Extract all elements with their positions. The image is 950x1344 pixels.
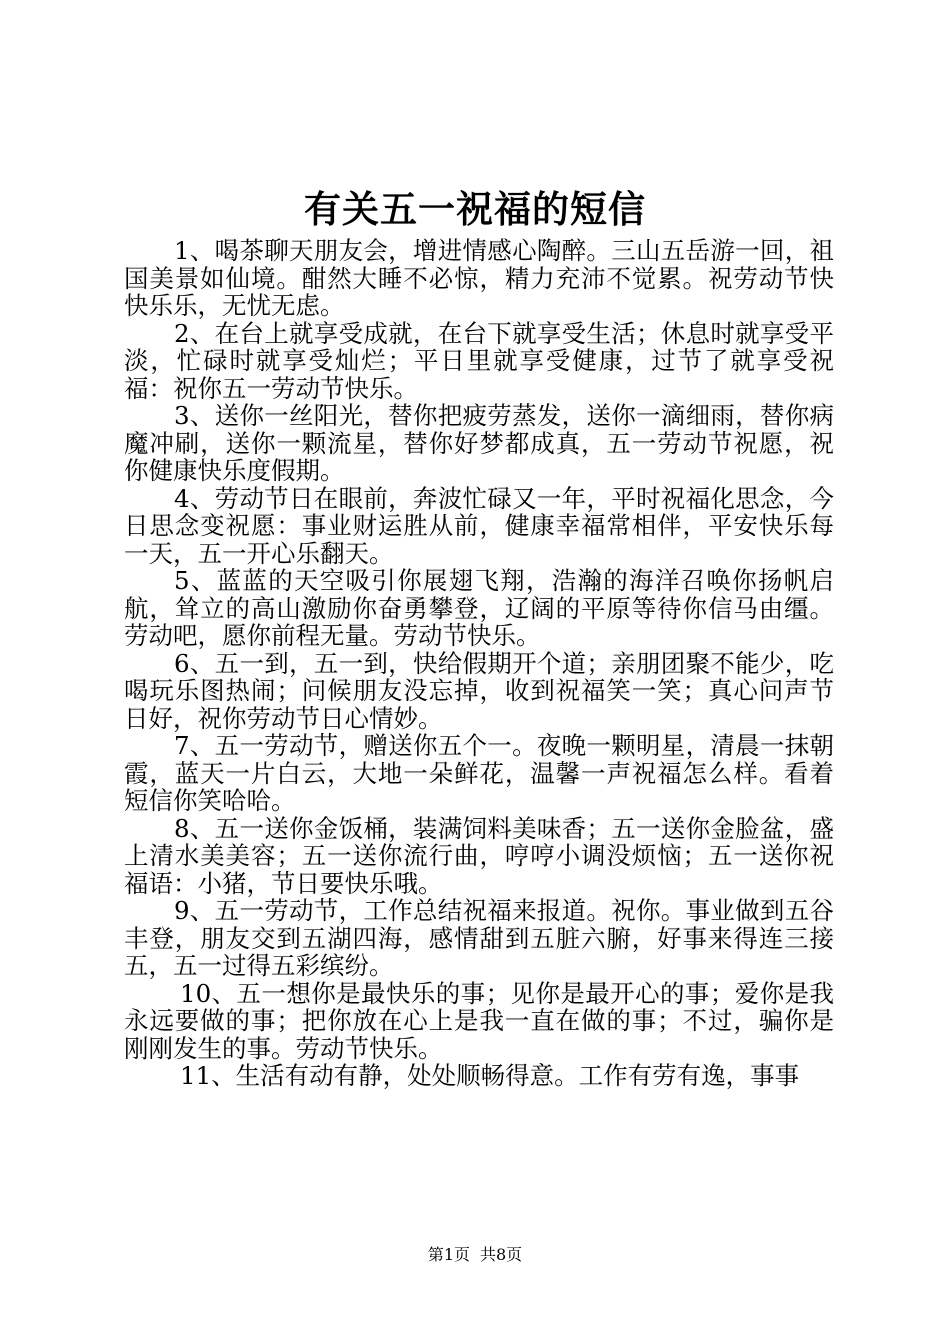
paragraph-2: 2、在台上就享受成就，在台下就享受生活；休息时就享受平淡，忙碌时就享受灿烂；平日里就享受健康，过节了就享受祝福：祝你五一劳动节快乐。 (124, 318, 834, 403)
paragraph-10: 10、五一想你是最快乐的事；见你是最开心的事；爱你是我永远要做的事；把你放在心上是我一直在做的事；不过，骗你是刚刚发生的事。劳动节快乐。 (124, 978, 834, 1063)
paragraph-11: 11、生活有动有静，处处顺畅得意。工作有劳有逸，事事 (180, 1061, 800, 1090)
page-total: 共8页 (480, 1245, 523, 1264)
paragraph-1: 1、喝茶聊天朋友会，增进情感心陶醉。三山五岳游一回，祖国美景如仙境。酣然大睡不必惊，精力充沛不觉累。祝劳动节快快乐乐，无忧无虑。 (124, 236, 834, 320)
document-body (124, 237, 834, 1090)
paragraph-8: 8、五一送你金饭桶，装满饲料美味香；五一送你金脸盆，盛上清水美美容；五一送你流行曲，哼哼小调没烦恼；五一送你祝福语：小猪，节日要快乐哦。 (124, 813, 834, 898)
page-footer (0, 1244, 950, 1266)
paragraph-4: 4、劳动节日在眼前，奔波忙碌又一年，平时祝福化思念，今日思念变祝愿：事业财运胜从前，健康幸福常相伴，平安快乐每一天，五一开心乐翻天。 (124, 483, 834, 568)
paragraph-5: 5、蓝蓝的天空吸引你展翅飞翔，浩瀚的海洋召唤你扬帆启航，耸立的高山激励你奋勇攀登，辽阔的平原等待你信马由缰。劳动吧，愿你前程无量。劳动节快乐。 (124, 566, 834, 650)
paragraph-9: 9、五一劳动节，工作总结祝福来报道。祝你。事业做到五谷丰登，朋友交到五湖四海，感情甜到五脏六腑，好事来得连三接五，五一过得五彩缤纷。 (124, 896, 834, 980)
paragraph-3: 3、送你一丝阳光，替你把疲劳蒸发，送你一滴细雨，替你病魔冲刷，送你一颗流星，替你好梦都成真，五一劳动节祝愿，祝你健康快乐度假期。 (124, 401, 834, 485)
paragraph-7: 7、五一劳动节，赠送你五个一。夜晚一颗明星，清晨一抹朝霞，蓝天一片白云，大地一朵鲜花，温馨一声祝福怎么样。看着短信你笑哈哈。 (124, 731, 834, 815)
page-title: 有关五一祝福的短信 (304, 187, 646, 231)
page-number: 第1页 (427, 1245, 470, 1264)
paragraph-6: 6、五一到，五一到，快给假期开个道；亲朋团聚不能少，吃喝玩乐图热闹；问候朋友没忘掉，收到祝福笑一笑；真心问声节日好，祝你劳动节日心情妙。 (124, 648, 834, 733)
